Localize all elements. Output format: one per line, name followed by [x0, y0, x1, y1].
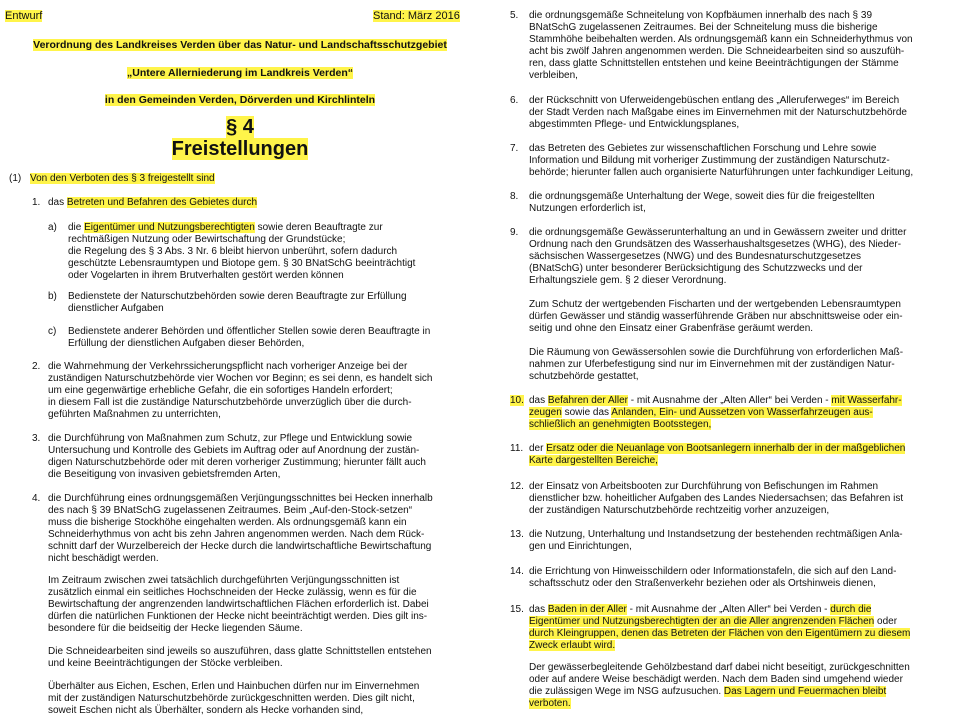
item-2-label: 2.	[32, 361, 41, 372]
item-15-text: das Baden in der Aller - mit Ausnahme der „Alten Aller“ bei Verden - durch die Eigentümer und Nutzungsberechtigten der an die Aller angrenzenden Flächen oder durch Kleingruppen, denen das Betreten der Flächen von den Eigentümern zu diesem Zweck erlaubt wird.	[529, 604, 911, 651]
item-3-text: die Durchführung von Maßnahmen zum Schutz, zur Pflege und Entwicklung sowie Untersuchung und Kontrolle des Gebiets im Auftrag oder auf Anordnung der zustän- digen Naturschutzbehörde oder mit deren vorheriger Zustimmung; hierunter fällt auch die Beseitigung von invasiven gebietsfremden Arten,	[48, 433, 426, 480]
item-4-label: 4.	[32, 493, 41, 504]
section-number: § 4	[226, 116, 254, 138]
title-line-2: „Untere Allerniederung im Landkreis Verden“	[126, 67, 353, 79]
item-9-text: die ordnungsgemäße Gewässerunterhaltung an und in Gewässern zweiter und dritter Ordnung nach den Grundsätzen des Wasserhaushaltsgesetzes (WHG), des Nieder- sächsischen Wassergesetzes (NWG) und des Bundesnaturschutzgesetzes (BNatSchG) unter besonderer Berücksichtigung des Schutzzwecks und der Erhaltungsziele gem. § 2 dieser Verordnung.	[529, 227, 907, 286]
item-4-paragraph-2: Im Zeitraum zwischen zwei tatsächlich durchgeführten Verjüngungsschnitten ist zusätzlich einmal ein seitliches Hochschneiden der Hecke zulässig, wenn es für die Bewirtschaftung der angrenzenden landwirtschaftlichen Flächen erforderlich ist. Dabei dürfen die natürlichen Funktionen der Hecke nicht beeinträchtigt werden. Dies gilt ins- besondere für die beidseitig der Hecke liegenden Säume.	[48, 575, 429, 634]
item-1b-text: Bedienstete der Naturschutzbehörden sowie deren Beauftragte zur Erfüllung dienstlicher Aufgaben	[68, 291, 407, 314]
item-6-label: 6.	[510, 95, 519, 106]
item-1a-label: a)	[48, 222, 57, 233]
item-10-label: 10.	[510, 395, 524, 406]
item-4-text: die Durchführung eines ordnungsgemäßen Verjüngungsschnittes bei Hecken innerhalb des nach § 39 BNatSchG zugelassenen Zeitraumes. Beim „Auf-den-Stock-setzen“ muss die bisherige Stockhöhe eingehalten werden. Als ordnungsgemäß kann ein Schneiderhythmus von acht bis zehn Jahren angenommen werden. Nach dem Rück- schnitt darf der Wurzelbereich der Hecke durch die landwirtschaftliche Bewirtschaftung nicht beschädigt werden.	[48, 493, 433, 564]
item-14-text: die Errichtung von Hinweisschildern oder Informationstafeln, die sich auf den Land- schaftsschutz oder den Straßenverkehr beziehen oder als Ortshinweis dienen,	[529, 566, 897, 589]
draft-label: Entwurf	[5, 10, 43, 22]
item-1c-text: Bedienstete anderer Behörden und öffentlicher Stellen sowie deren Beauftragte in Erfüllung der dienstlichen Aufgaben dieser Behörden,	[68, 326, 431, 349]
item-13-text: die Nutzung, Unterhaltung und Instandsetzung der bestehenden rechtmäßigen Anla- gen und Einrichtungen,	[529, 529, 903, 552]
item-8-text: die ordnungsgemäße Unterhaltung der Wege, soweit dies für die freigestellten Nutzungen erforderlich ist,	[529, 191, 875, 214]
item-1c-label: c)	[48, 326, 57, 337]
item-12-label: 12.	[510, 481, 524, 492]
item-14-label: 14.	[510, 566, 524, 577]
item-1-label: 1.	[32, 197, 41, 208]
section-title: Freistellungen	[171, 138, 309, 160]
item-7-text: das Betreten des Gebietes zur wissenschaftlichen Forschung und Lehre sowie Information und Bildung mit vorheriger Zustimmung der zuständigen Naturschutz- behörde; hierunter fallen auch organisierte Naturführungen unter fachkundiger Leitung,	[529, 143, 914, 178]
item-1-text: das Betreten und Befahren des Gebietes durch	[48, 197, 258, 208]
title-line-3: in den Gemeinden Verden, Dörverden und Kirchlinteln	[104, 94, 376, 106]
item-9-paragraph-2: Zum Schutz der wertgebenden Fischarten und der wertgebenden Lebensraumtypen dürfen Gewässer und ständig wasserführende Gräben nur abschnittsweise oder ein- seitig und ohne den Einsatz einer Grabenfräse geräumt werden.	[529, 299, 903, 334]
item-4-paragraph-4: Überhälter aus Eichen, Eschen, Erlen und Hainbuchen dürfen nur im Einvernehmen mit der zuständigen Naturschutzbehörde zurückgeschnitten werden. Dies gilt nicht, soweit Eschen nicht als Überhälter, sondern als Hecke vorhanden sind,	[48, 681, 420, 716]
item-3-label: 3.	[32, 433, 41, 444]
para-1-text: Von den Verboten des § 3 freigestellt sind	[30, 173, 215, 184]
item-6-text: der Rückschnitt von Uferweidengebüschen entlang des „Alleruferweges“ im Bereich der Stadt Verden nach Maßgabe eines im Einvernehmen mit der Naturschutzbehörde abgestimmten Pflege- und Entwicklungsplanes,	[529, 95, 907, 130]
item-11-label: 11.	[510, 443, 524, 454]
item-5-text: die ordnungsgemäße Schneitelung von Kopfbäumen innerhalb des nach § 39 BNatSchG zugelassenen Zeitraumes. Bei der Schneitelung muss die bisherige Stammhöhe beibehalten werden. Als ordnungsgemäß kann ein Schneiderhythmus von acht bis zwölf Jahren angenommen werden. Die Schneidearbeiten sind so auszufüh- ren, dass glatte Schnittstellen entstehen und keine Beeinträchtigungen der Stämme verbleiben,	[529, 10, 913, 81]
status-date: Stand: März 2016	[373, 10, 460, 22]
item-2-text: die Wahrnehmung der Verkehrssicherungspflicht nach vorheriger Anzeige bei der zuständigen Naturschutzbehörde vier Wochen vor Beginn; es sei denn, es handelt sich um eine gegenwärtige erhebliche Gefahr, die ein sofortiges Handeln erfordert; in diesem Fall ist die zuständige Naturschutzbehörde unverzüglich über die durch- geführten Maßnahmen zu unterrichten,	[48, 361, 433, 420]
item-7-label: 7.	[510, 143, 519, 154]
item-15-paragraph-2: Der gewässerbegleitende Gehölzbestand darf dabei nicht beseitigt, zurückgeschnitten oder auf andere Weise beschädigt werden. Nach dem Baden sind umgehend wieder die zulässigen Wege im NSG aufzusuchen. Das Lagern und Feuermachen bleibt verboten.	[529, 662, 910, 709]
title-line-1: Verordnung des Landkreises Verden über das Natur- und Landschaftsschutzgebiet	[33, 39, 447, 51]
item-13-label: 13.	[510, 529, 524, 540]
item-1a-text: die Eigentümer und Nutzungsberechtigten sowie deren Beauftragte zur rechtmäßigen Nutzung oder Bewirtschaftung der Grundstücke; die Regelung des § 3 Abs. 3 Nr. 6 bleibt hiervon unberührt, sofern dadurch geschützte Lebensraumtypen und Biotope gem. § 30 BNatSchG beeinträchtigt oder Vogelarten in ihrem Brutverhalten gestört werden können	[68, 222, 416, 281]
item-11-text: der Ersatz oder die Neuanlage von Bootsanlegern innerhalb der in der maßgeblichen Karte dargestellten Bereiche,	[529, 443, 906, 466]
item-8-label: 8.	[510, 191, 519, 202]
item-1b-label: b)	[48, 291, 57, 302]
right-page	[480, 0, 960, 720]
item-15-label: 15.	[510, 604, 524, 615]
item-5-label: 5.	[510, 10, 519, 21]
item-10-text: das Befahren der Aller - mit Ausnahme der „Alten Aller“ bei Verden - mit Wasserfahr- zeugen sowie das Anlanden, Ein- und Aussetzen von Wasserfahrzeugen aus- schließlich an genehmigten Bootsstegen,	[529, 395, 902, 430]
para-1-label: (1)	[9, 173, 22, 184]
item-9-label: 9.	[510, 227, 519, 238]
item-12-text: der Einsatz von Arbeitsbooten zur Durchführung von Befischungen im Rahmen dienstlicher bzw. hoheitlicher Aufgaben des Landes Niedersachsen; das Befahren ist der zuständigen Naturschutzbehörde rechtzeitig vorher anzuzeigen,	[529, 481, 904, 516]
item-9-paragraph-3: Die Räumung von Gewässersohlen sowie die Durchführung von erforderlichen Maß- nahmen zur Uferbefestigung sind nur im Einvernehmen mit der zuständigen Natur- schutzbehörde gestattet,	[529, 347, 904, 382]
item-4-paragraph-3: Die Schneidearbeiten sind jeweils so auszuführen, dass glatte Schnittstellen entstehen und keine Beeinträchtigungen der Stöcke verbleiben.	[48, 646, 432, 669]
